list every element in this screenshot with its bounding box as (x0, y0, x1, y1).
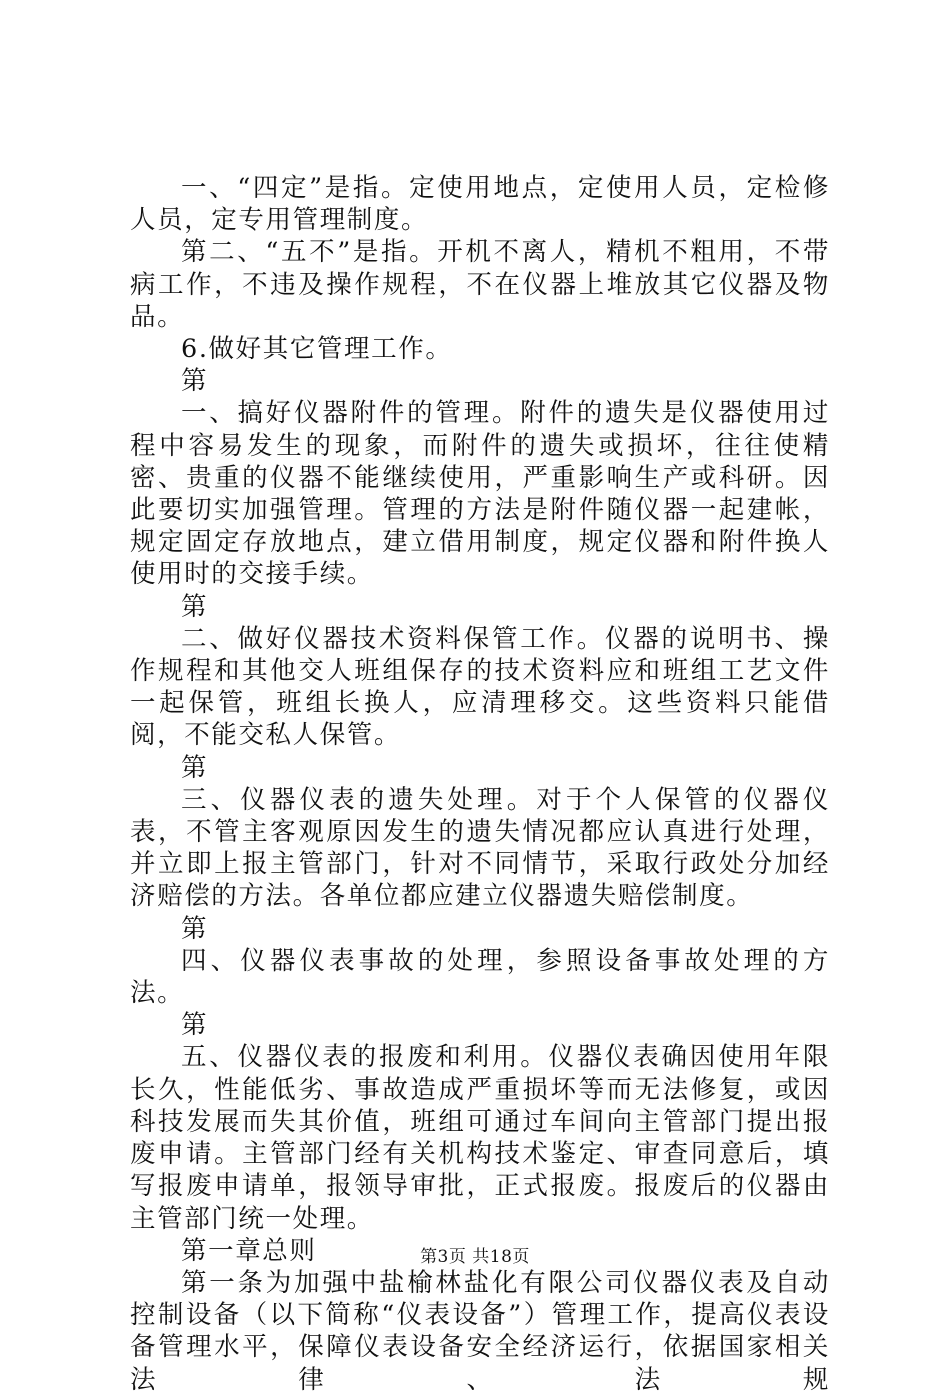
chapter-heading: 第一章总则 (181, 1235, 317, 1266)
page-footer: 第3页 共18页 (420, 1247, 530, 1267)
paragraph-accessories: 一、搞好仪器附件的管理。附件的遗失是仪器使用过程中容易发生的现象，而附件的遗失或损坏，往往使精密、贵重的仪器不能继续使用，严重影响生产或科研。因此要切实加强管理。管理的方法是附件随仪器一起建帐，规定固定存放地点，建立借用制度，规定仪器和附件换人使用时的交接手续。 (130, 398, 830, 590)
paragraph-marker: 第 (181, 1010, 209, 1041)
paragraph-article-one: 第一条为加强中盐榆林盐化有限公司仪器仪表及自动控制设备（以下简称“仪表设备”）管理工作，提高仪表设备管理水平，保障仪表设备安全经济运行，依据国家相关法律、法规 (130, 1267, 830, 1395)
paragraph-accident-handling: 四、仪器仪表事故的处理，参照设备事故处理的方法。 (130, 945, 830, 1009)
paragraph-other-management: 6.做好其它管理工作。 (181, 334, 453, 365)
paragraph-marker: 第 (181, 591, 209, 622)
paragraph-four-fixed: 一、“四定”是指。定使用地点，定使用人员，定检修人员，定专用管理制度。 (130, 173, 830, 236)
paragraph-scrapping: 五、仪器仪表的报废和利用。仪器仪表确因使用年限长久，性能低劣、事故造成严重损坏等而无法修复，或因科技发展而失其价值，班组可通过车间向主管部门提出报废申请。主管部门经有关机构技术鉴定、审查同意后，填写报废申请单，报领导审批，正式报废。报废后的仪器由主管部门统一处理。 (130, 1042, 830, 1234)
paragraph-marker: 第 (181, 913, 209, 944)
paragraph-five-not: 第二、“五不”是指。开机不离人，精机不粗用，不带病工作，不违及操作规程，不在仪器上堆放其它仪器及物品。 (130, 237, 830, 332)
paragraph-technical-documents: 二、做好仪器技术资料保管工作。仪器的说明书、操作规程和其他交人班组保存的技术资料应和班组工艺文件一起保管，班组长换人，应清理移交。这些资料只能借阅，不能交私人保管。 (130, 623, 830, 751)
paragraph-marker: 第 (181, 752, 209, 783)
paragraph-loss-handling: 三、仪器仪表的遗失处理。对于个人保管的仪器仪表，不管主客观原因发生的遗失情况都应认真进行处理，并立即上报主管部门，针对不同情节，采取行政处分加经济赔偿的方法。各单位都应建立仪器遗失赔偿制度。 (130, 784, 830, 912)
document-body (130, 172, 830, 1396)
paragraph-marker: 第 (181, 366, 209, 397)
